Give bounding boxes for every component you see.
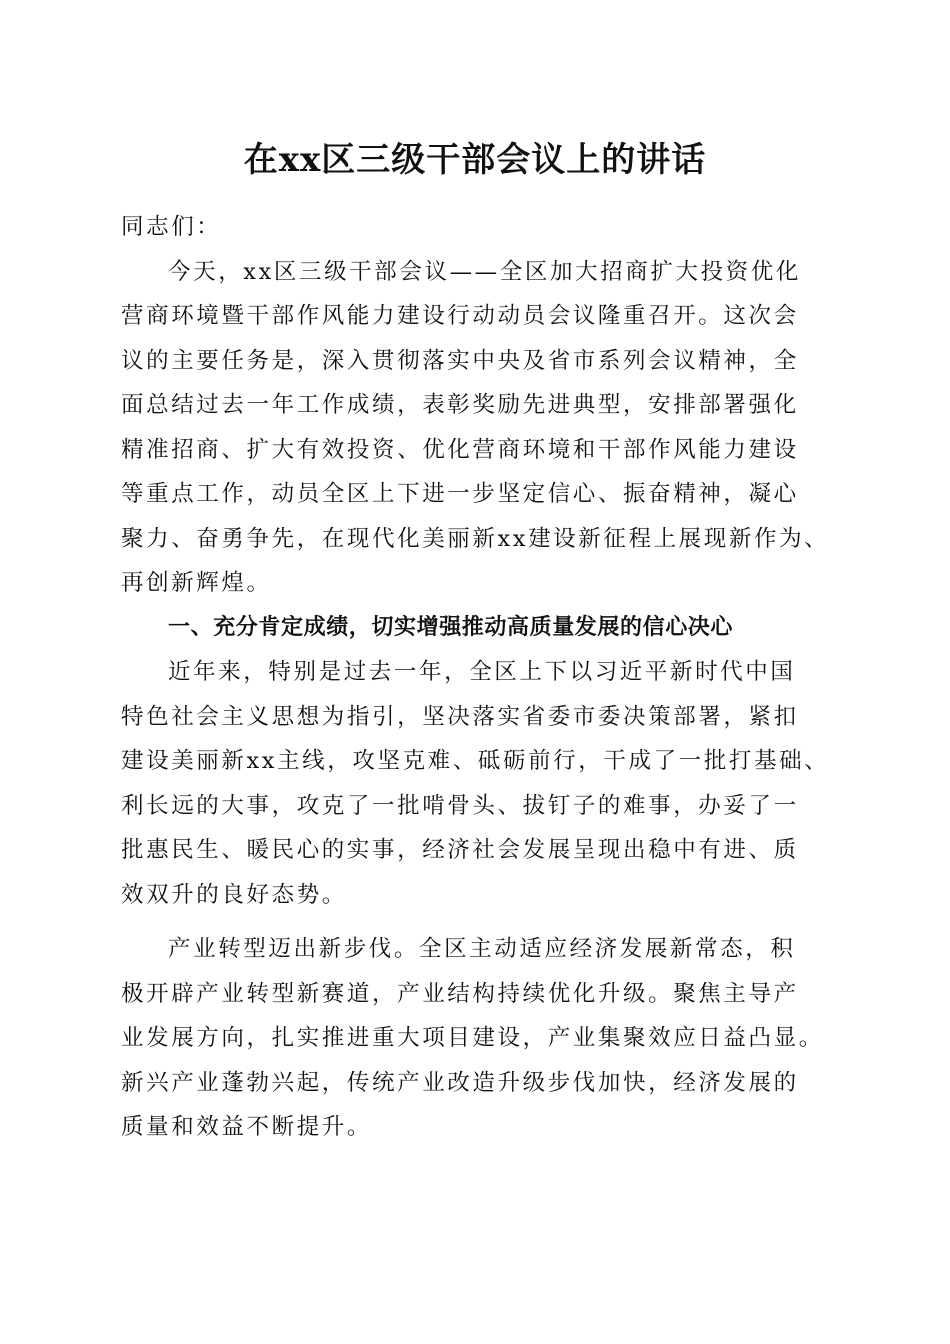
paragraph-line: 聚力、奋勇争先，在现代化美丽新xx建设新征程上展现新作为、 [121,525,830,552]
paragraph-line: 质量和效益不断提升。 [121,1114,373,1140]
paragraph-line: 批惠民生、暖民心的实事，经济社会发展呈现出稳中有进、质 [121,837,799,863]
paragraph-industry [121,927,824,1150]
paragraph-line: 再创新辉煌。 [121,570,272,596]
section-heading: 一、充分肯定成绩，切实增强推动高质量发展的信心决心 [168,614,734,640]
paragraph-line: 极开辟产业转型新赛道，产业结构持续优化升级。聚焦主导产 [121,980,799,1007]
paragraph-intro [121,250,830,606]
paragraph-line: 近年来，特别是过去一年，全区上下以习近平新时代中国 [168,659,796,685]
paragraph-line: 新兴产业蓬勃兴起，传统产业改造升级步伐加快，经济发展的 [121,1069,799,1096]
paragraph-line: 效双升的良好态势。 [121,881,347,908]
paragraph-line: 业发展方向，扎实推进重大项目建设，产业集聚效应日益凸显。 [121,1025,824,1051]
paragraph-line: 建设美丽新xx主线，攻坚克难、砥砺前行，干成了一批打基础、 [121,748,830,774]
document-body [121,205,830,1150]
salutation: 同志们： [121,214,222,240]
paragraph-line: 今天，xx区三级干部会议——全区加大招商扩大投资优化 [168,258,801,285]
paragraph-line: 利长远的大事，攻克了一批啃骨头、拔钉子的难事，办妥了一 [121,792,799,819]
paragraph-gap [121,917,821,927]
paragraph-achievements [121,650,830,917]
paragraph-line: 议的主要任务是，深入贯彻落实中央及省市系列会议精神，全 [121,347,799,374]
paragraph-line: 等重点工作，动员全区上下进一步坚定信心、振奋精神，凝心 [121,481,799,507]
paragraph-line: 精准招商、扩大有效投资、优化营商环境和干部作风能力建设 [121,436,799,463]
paragraph-line: 特色社会主义思想为指引，坚决落实省委市委决策部署，紧扣 [121,703,799,730]
paragraph-line: 面总结过去一年工作成绩，表彰奖励先进典型，安排部署强化 [121,392,799,418]
paragraph-line: 营商环境暨干部作风能力建设行动动员会议隆重召开。这次会 [121,303,799,329]
paragraph-line: 产业转型迈出新步伐。全区主动适应经济发展新常态，积 [168,936,796,962]
document-title: 在xx区三级干部会议上的讲话 [243,140,707,180]
